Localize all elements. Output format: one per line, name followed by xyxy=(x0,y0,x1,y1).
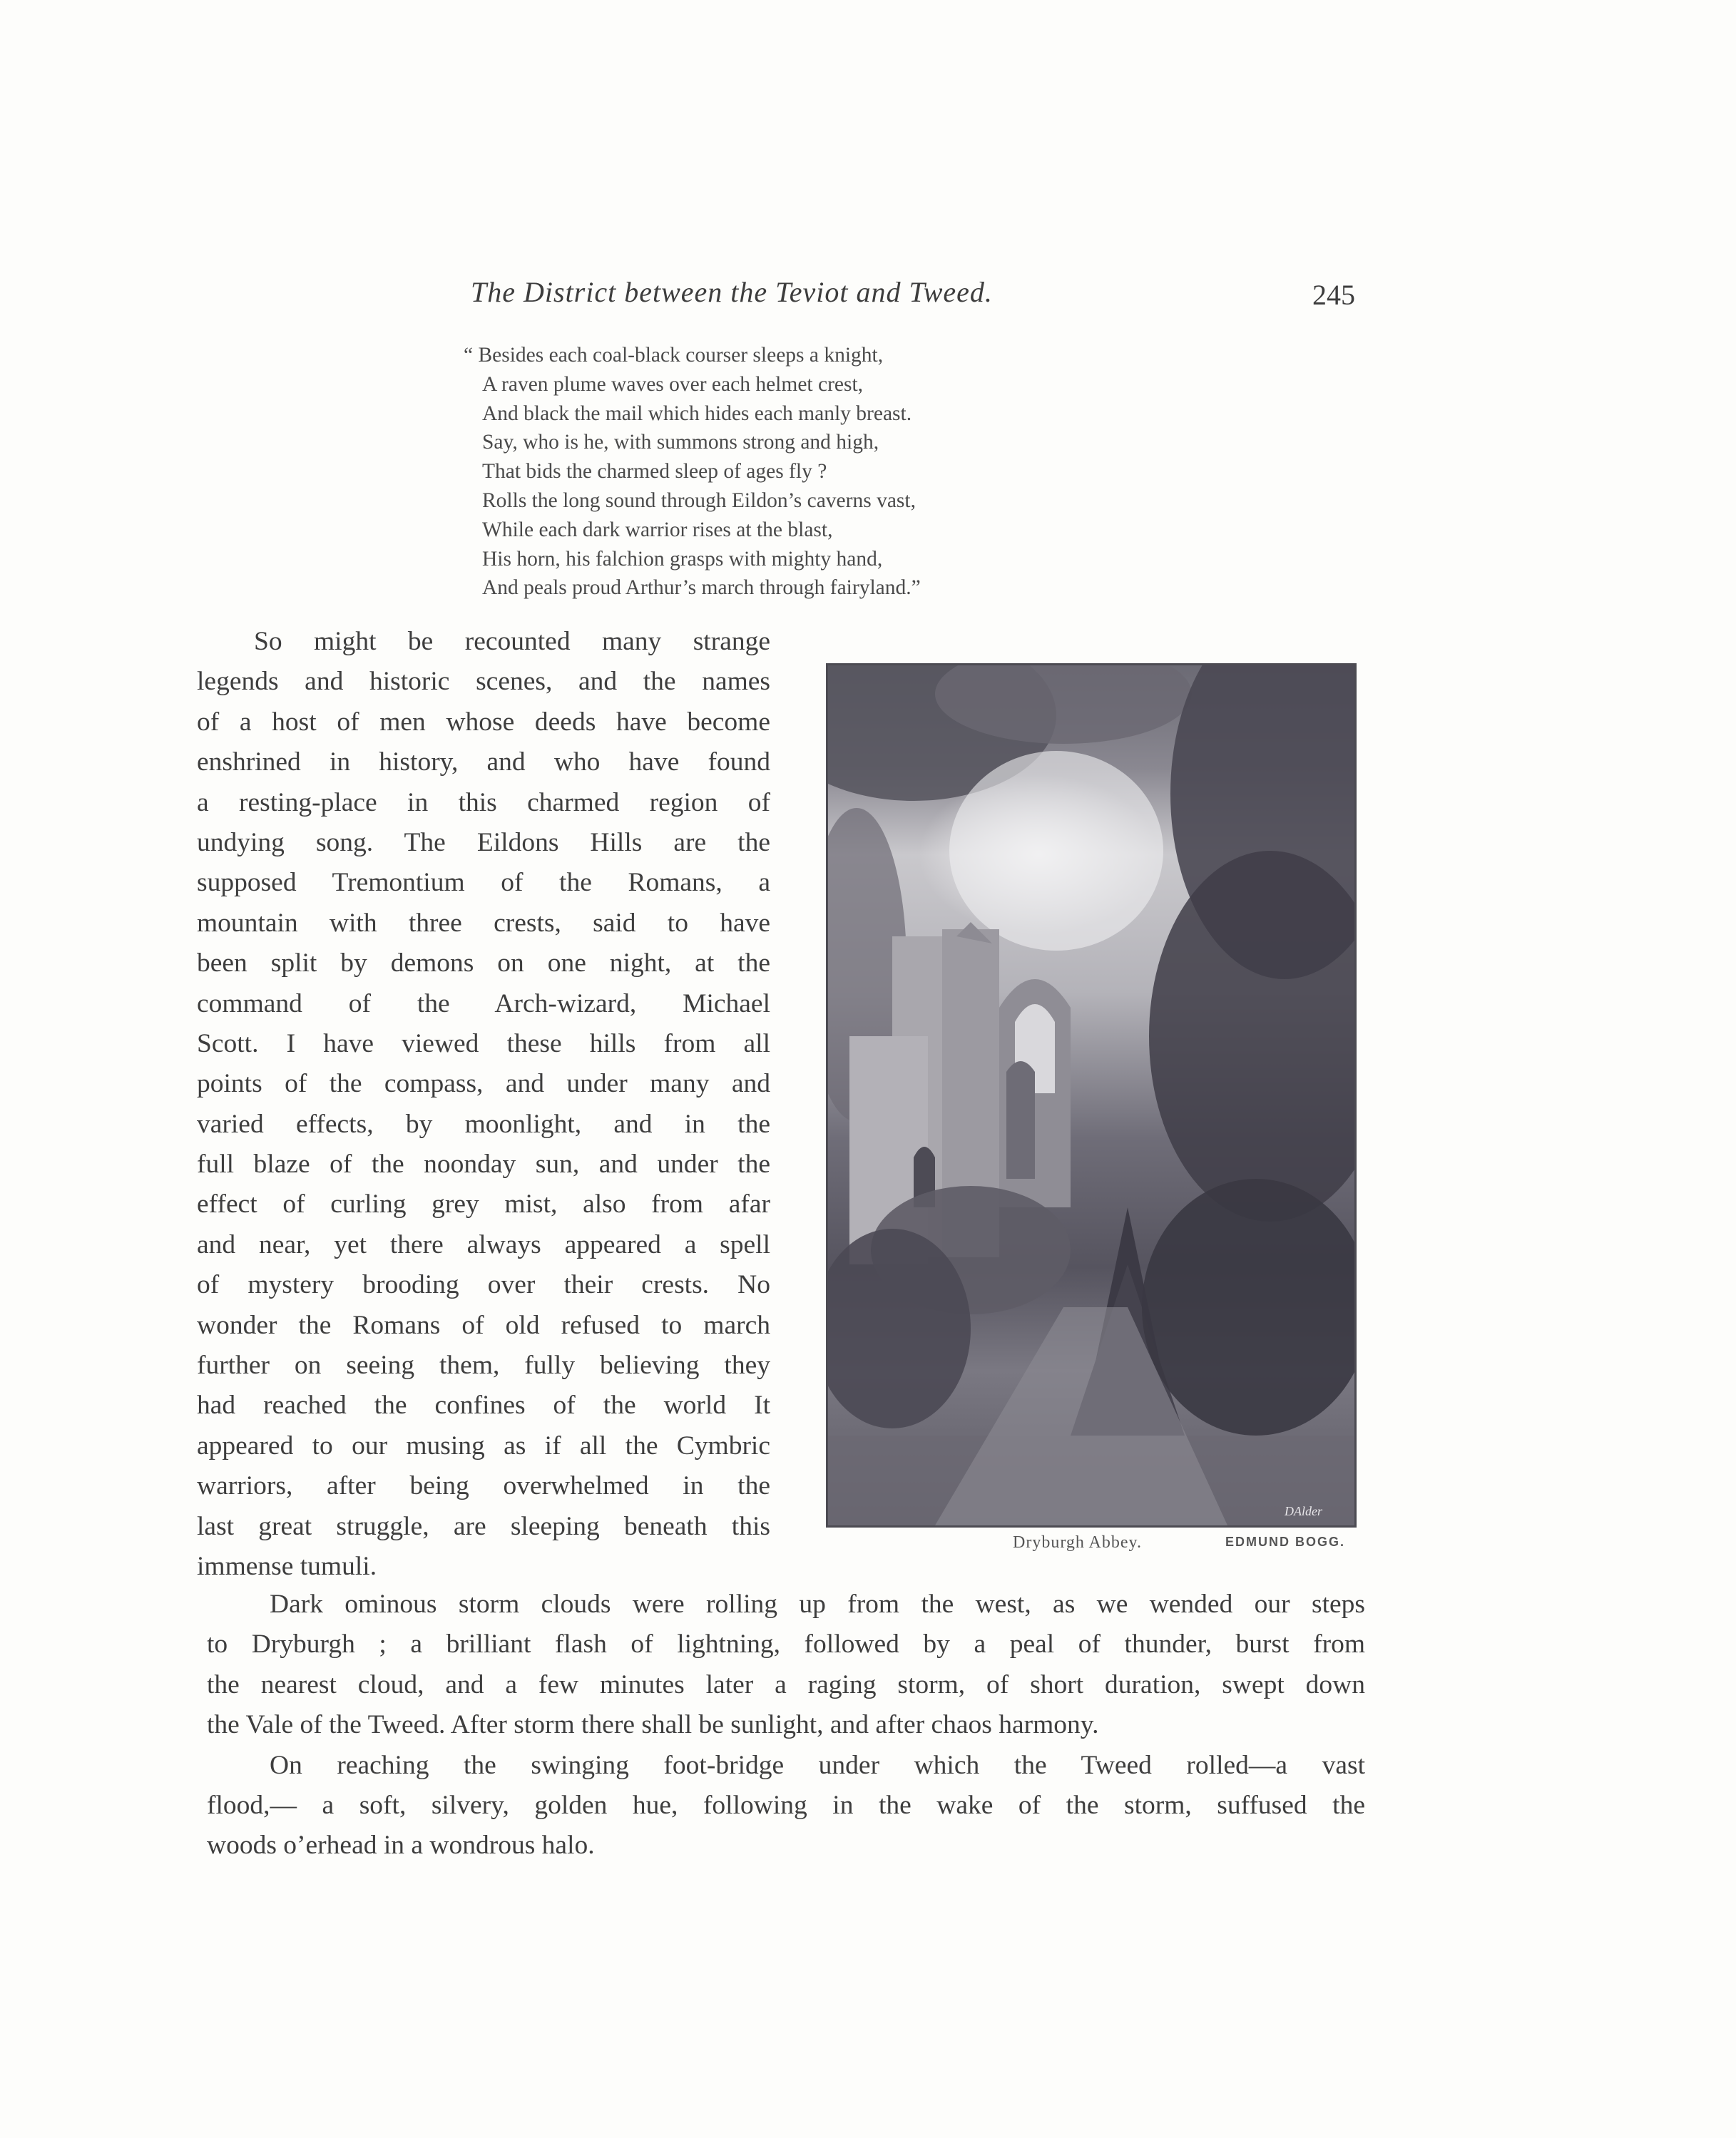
text-line: full blaze of the noonday sun, and under the xyxy=(197,1150,770,1180)
text-line: the nearest cloud, and a few minutes later a raging storm, of short duration, swept down xyxy=(207,1669,1365,1699)
poem-line: And black the mail which hides each manly breast. xyxy=(482,401,912,425)
poem-line: A raven plume waves over each helmet crest, xyxy=(482,372,864,396)
poem-line: That bids the charmed sleep of ages fly ? xyxy=(482,460,827,484)
figure-caption: Dryburgh Abbey. xyxy=(1013,1533,1142,1552)
poem-line: And peals proud Arthur’s march through fairyland.” xyxy=(482,576,921,600)
text-line: last great struggle, are sleeping beneath this xyxy=(197,1511,770,1541)
text-line: to Dryburgh ; a brilliant flash of lightning, followed by a peal of thunder, burst from xyxy=(207,1630,1365,1659)
text-line: points of the compass, and under many and xyxy=(197,1069,770,1099)
text-line: appeared to our musing as if all the Cymbric xyxy=(197,1431,770,1461)
text-line: enshrined in history, and who have found xyxy=(197,747,770,777)
running-title: The District between the Teviot and Tweed. xyxy=(471,276,993,308)
text-line: woods o’erhead in a wondrous halo. xyxy=(207,1831,595,1861)
text-line: supposed Tremontium of the Romans, a xyxy=(197,868,770,898)
text-line: and near, yet there always appeared a spell xyxy=(197,1229,770,1259)
text-line: immense tumuli. xyxy=(197,1551,377,1581)
body-paragraphs-2-3 xyxy=(207,1585,1365,1866)
text-line: On reaching the swinging foot-bridge under which the Tweed rolled—a vast xyxy=(270,1750,1365,1780)
text-line: undying song. The Eildons Hills are the xyxy=(197,827,770,857)
poem-line: Rolls the long sound through Eildon’s caverns vast, xyxy=(482,489,916,512)
text-line: had reached the confines of the world It xyxy=(197,1391,770,1421)
text-line: command of the Arch-wizard, Michael xyxy=(197,988,770,1018)
page-header xyxy=(456,275,1355,318)
text-line: Scott. I have viewed these hills from all xyxy=(197,1028,770,1058)
abbey-illustration xyxy=(828,665,1354,1525)
text-line: the Vale of the Tweed. After storm there shall be sunlight, and after chaos harmony. xyxy=(207,1710,1099,1740)
text-line: So might be recounted many strange xyxy=(254,627,770,656)
text-line: Dark ominous storm clouds were rolling up from the west, as we wended our steps xyxy=(270,1590,1365,1619)
poem-line: “ Besides each coal-black courser sleeps a knight, xyxy=(464,344,884,367)
text-line: wonder the Romans of old refused to march xyxy=(197,1310,770,1340)
text-line: further on seeing them, fully believing they xyxy=(197,1351,770,1381)
text-line: legends and historic scenes, and the names xyxy=(197,667,770,697)
poem-line: Say, who is he, with summons strong and high, xyxy=(482,431,879,454)
body-paragraph-1 xyxy=(197,622,770,1587)
text-line: mountain with three crests, said to have xyxy=(197,908,770,938)
poem-line: While each dark warrior rises at the blast, xyxy=(482,518,833,541)
text-line: warriors, after being overwhelmed in the xyxy=(197,1471,770,1501)
page-number: 245 xyxy=(1312,279,1355,311)
text-line: a resting-place in this charmed region of xyxy=(197,787,770,817)
poem-quotation xyxy=(464,341,1124,603)
text-line: of a host of men whose deeds have become xyxy=(197,707,770,737)
dryburgh-abbey-photo xyxy=(826,663,1357,1528)
text-line: of mystery brooding over their crests. No xyxy=(197,1270,770,1300)
text-line: been split by demons on one night, at the xyxy=(197,948,770,978)
text-line: varied effects, by moonlight, and in the xyxy=(197,1109,770,1139)
text-line: effect of curling grey mist, also from afar xyxy=(197,1190,770,1219)
text-line: flood,— a soft, silvery, golden hue, following in the wake of the storm, suffused the xyxy=(207,1790,1365,1820)
poem-line: His horn, his falchion grasps with mighty hand, xyxy=(482,547,883,571)
figure-credit: EDMUND BOGG. xyxy=(1225,1535,1345,1549)
artist-signature: DAlder xyxy=(1285,1504,1322,1518)
